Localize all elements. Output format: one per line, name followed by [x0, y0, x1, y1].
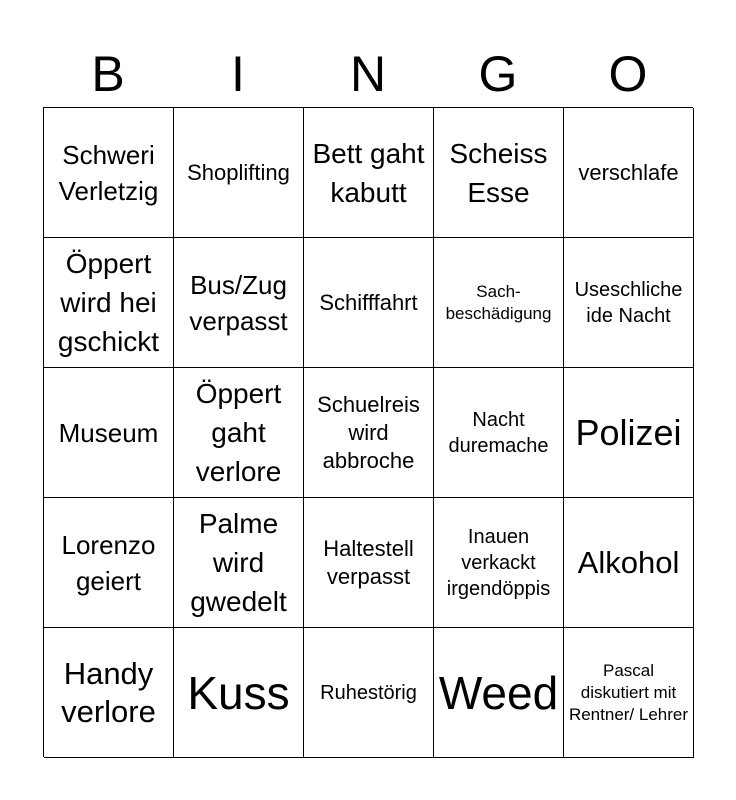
bingo-cell[interactable] — [174, 108, 304, 238]
cell-text: Schuelreis wird abbroche — [317, 391, 420, 473]
header-letter-n: N — [349, 46, 387, 102]
bingo-cell[interactable] — [174, 628, 304, 758]
cell-text: Museum — [58, 417, 159, 448]
cell-text: Handy verlore — [61, 655, 156, 729]
bingo-cell[interactable] — [304, 108, 434, 238]
cell-text: Ruhestörig — [320, 681, 417, 704]
bingo-cell[interactable] — [174, 238, 304, 368]
bingo-cell[interactable] — [434, 498, 564, 628]
bingo-cell[interactable] — [304, 498, 434, 628]
cell-text: Lorenzo geiert — [61, 529, 156, 596]
cell-text: verschlafe — [578, 159, 679, 185]
cell-text: Polizei — [575, 411, 682, 453]
bingo-cell[interactable] — [44, 108, 174, 238]
bingo-cell[interactable] — [304, 238, 434, 368]
cell-text: Weed — [438, 666, 559, 719]
cell-text: Öppert wird hei gschickt — [57, 248, 160, 357]
bingo-cell[interactable] — [44, 498, 174, 628]
cell-text: Kuss — [187, 666, 290, 719]
header-letter-b: B — [91, 46, 125, 102]
cell-text: Scheiss Esse — [449, 137, 548, 208]
bingo-cell[interactable] — [44, 368, 174, 498]
bingo-cell[interactable] — [304, 368, 434, 498]
header-letter-g: G — [478, 46, 518, 102]
bingo-cell[interactable] — [434, 628, 564, 758]
bingo-header — [43, 40, 693, 108]
bingo-grid — [43, 107, 693, 757]
bingo-cell[interactable] — [434, 108, 564, 238]
cell-text: Öppert gaht verlore — [195, 378, 282, 487]
header-letter-o: O — [608, 46, 648, 102]
bingo-cell[interactable] — [174, 498, 304, 628]
bingo-cell[interactable] — [304, 628, 434, 758]
cell-text: Palme wird gwedelt — [190, 508, 287, 617]
bingo-cell[interactable] — [564, 238, 694, 368]
cell-text: Bus/Zug verpasst — [189, 269, 288, 336]
cell-text: Pascal diskutiert mit Rentner/ Lehrer — [568, 660, 689, 724]
bingo-cell[interactable] — [434, 238, 564, 368]
cell-text: Inauen verkackt irgendöppis — [446, 525, 551, 600]
bingo-cell[interactable] — [44, 628, 174, 758]
header-letter-i: I — [231, 46, 245, 102]
bingo-cell[interactable] — [174, 368, 304, 498]
cell-text: Schweri Verletzig — [58, 139, 159, 206]
cell-text: Shoplifting — [187, 159, 290, 185]
bingo-cell[interactable] — [44, 238, 174, 368]
bingo-cell[interactable] — [564, 498, 694, 628]
cell-text: Useschliche ide Nacht — [574, 278, 683, 327]
cell-text: Bett gaht kabutt — [312, 137, 425, 208]
cell-text: Sach-beschädigung — [445, 281, 552, 323]
bingo-cell[interactable] — [434, 368, 564, 498]
cell-text: Haltestell verpasst — [323, 535, 414, 589]
bingo-cell[interactable] — [564, 628, 694, 758]
cell-text: Schifffahrt — [319, 289, 418, 315]
cell-text: Nacht duremache — [448, 408, 549, 457]
cell-text: Alkohol — [577, 544, 680, 580]
bingo-cell[interactable] — [564, 368, 694, 498]
bingo-cell[interactable] — [564, 108, 694, 238]
